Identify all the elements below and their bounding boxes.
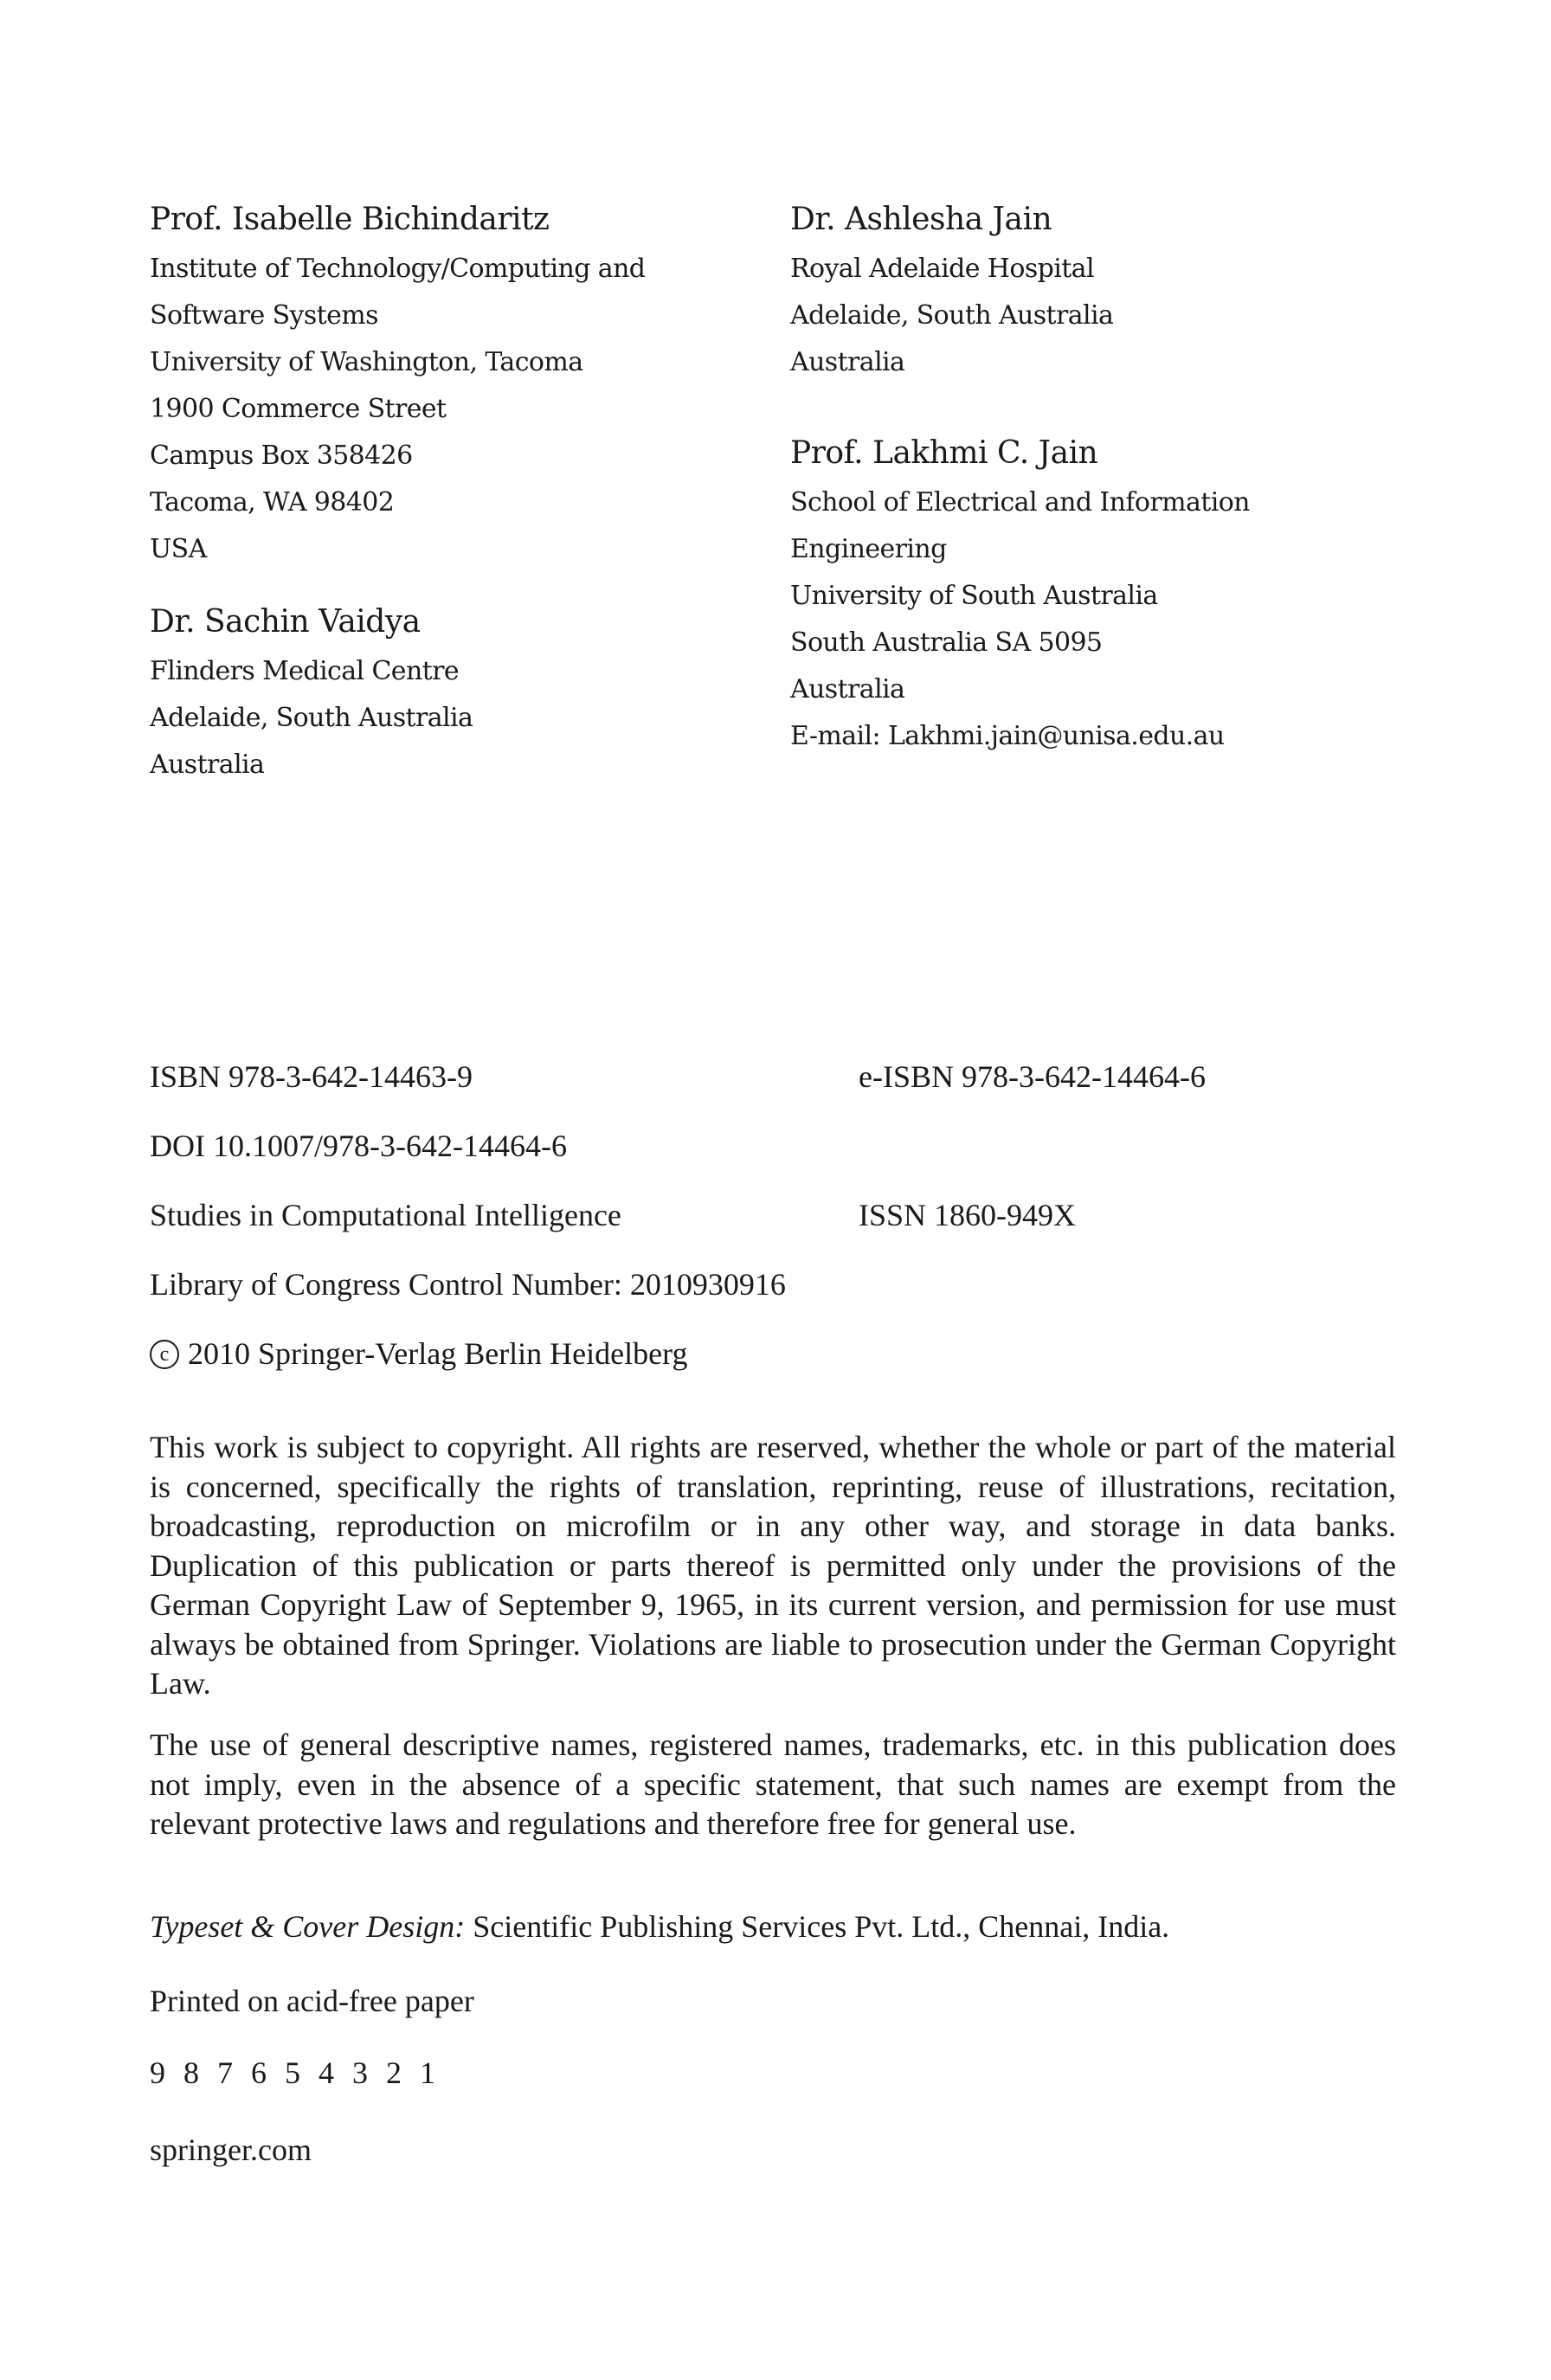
author-address-line: Adelaide, South Australia (790, 300, 1114, 331)
copyright-icon: c (150, 1340, 179, 1369)
author-address-line: 1900 Commerce Street (150, 394, 447, 424)
trademarks-notice-paragraph: The use of general descriptive names, registered names, trademarks, etc. in this publication does not imply, even in the absence of a specific statement, that such names are exempt from the relevant protective laws and regulations and therefore free for general use. (150, 1727, 1396, 1841)
paper-note: Printed on acid-free paper (150, 1984, 474, 2018)
author-block-bichindaritz (150, 201, 808, 573)
typeset-value: Scientific Publishing Services Pvt. Ltd., Chennai, India. (465, 1909, 1170, 1944)
author-address-line: Institute of Technology/Computing and (150, 254, 646, 284)
publisher-website: springer.com (150, 2132, 312, 2167)
author-address-line: Royal Adelaide Hospital (790, 254, 1094, 284)
copyright-holder: 2010 Springer-Verlag Berlin Heidelberg (188, 1336, 688, 1371)
copyright-notice-paragraph: This work is subject to copyright. All rights are reserved, whether the whole or part of the material is concerned, specifically the rights of translation, reprinting, reuse of illustrations, recitation, broadcasting, reproduction on microfilm or in any other way, and storage in data banks. Duplication of this publication or parts thereof is permitted only under the provisions of the German Copyright Law of September 9, 1965, in its current version, and permission for use must always be obtained from Springer. Violations are liable to prosecution under the German Copyright Law. (150, 1430, 1396, 1701)
author-name: Prof. Isabelle Bichindaritz (150, 202, 550, 237)
author-block-vaidya (150, 603, 808, 788)
author-address-line: Engineering (790, 534, 947, 564)
author-address-line: South Australia SA 5095 (790, 627, 1103, 658)
author-name: Dr. Sachin Vaidya (150, 604, 421, 640)
author-address-line: USA (150, 534, 207, 564)
series-title: Studies in Computational Intelligence (150, 1198, 621, 1232)
eisbn: e-ISBN 978-3-642-14464-6 (859, 1059, 1206, 1094)
author-block-lakhmi-jain (790, 434, 1448, 760)
typeset-label: Typeset & Cover Design: (150, 1909, 466, 1944)
author-name: Dr. Ashlesha Jain (790, 202, 1052, 237)
series-row (150, 1196, 1077, 1234)
author-address-line: Australia (150, 749, 265, 780)
printing-line: 9 8 7 6 5 4 3 2 1 (150, 2055, 441, 2090)
author-address-line: Tacoma, WA 98402 (150, 487, 395, 518)
typeset-credit (150, 1907, 1169, 1946)
author-email: E-mail: Lakhmi.jain@unisa.edu.au (790, 721, 1225, 751)
author-address-line: School of Electrical and Information (790, 487, 1250, 518)
author-name: Prof. Lakhmi C. Jain (790, 435, 1098, 471)
author-address-line: University of South Australia (790, 581, 1158, 611)
issn: ISSN 1860-949X (859, 1198, 1077, 1232)
author-address-line: Software Systems (150, 300, 378, 331)
author-block-ashlesha-jain (790, 201, 1448, 386)
isbn: ISBN 978-3-642-14463-9 (150, 1059, 473, 1094)
author-address-line: Australia (790, 674, 905, 704)
library-of-congress-number: Library of Congress Control Number: 2010930916 (150, 1267, 786, 1302)
copyright-line (150, 1335, 687, 1373)
author-address-line: Campus Box 358426 (150, 441, 413, 471)
isbn-row (150, 1058, 1206, 1096)
author-address-line: Flinders Medical Centre (150, 656, 460, 686)
doi: DOI 10.1007/978-3-642-14464-6 (150, 1129, 567, 1163)
author-address-line: Australia (790, 347, 905, 377)
author-address-line: Adelaide, South Australia (150, 703, 473, 733)
author-address-line: University of Washington, Tacoma (150, 347, 583, 377)
